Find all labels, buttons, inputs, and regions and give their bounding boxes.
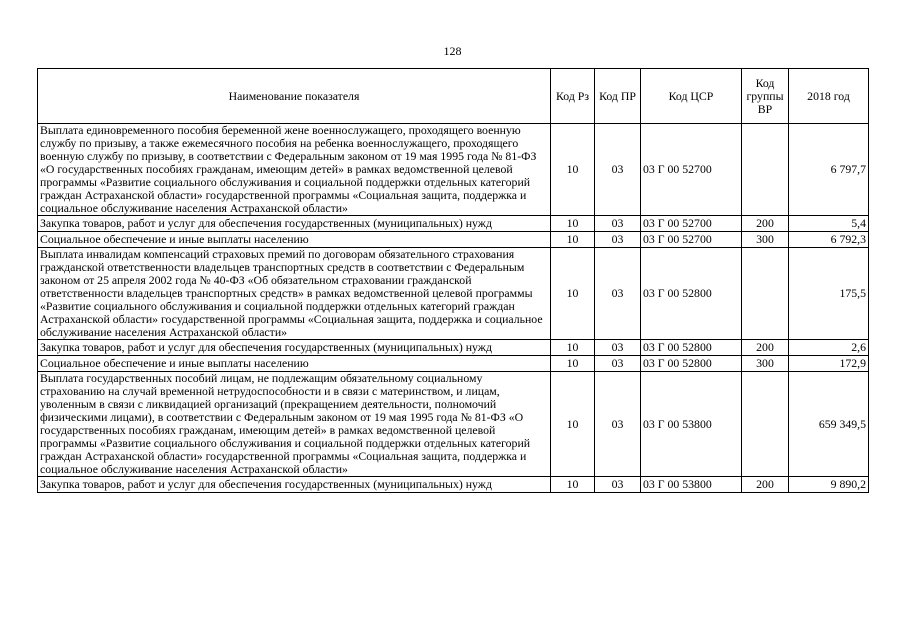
amount-2018: 6 792,3	[789, 232, 869, 248]
code-rz: 10	[551, 216, 595, 232]
header-name: Наименование показателя	[38, 69, 551, 124]
code-rz: 10	[551, 232, 595, 248]
code-rz: 10	[551, 356, 595, 372]
amount-2018: 5,4	[789, 216, 869, 232]
code-rz: 10	[551, 477, 595, 493]
header-row	[38, 69, 869, 124]
page-number: 128	[443, 44, 462, 58]
code-pr: 03	[595, 124, 641, 216]
code-rz: 10	[551, 340, 595, 356]
amount-2018: 2,6	[789, 340, 869, 356]
indicator-name: Социальное обеспечение и иные выплаты населению	[38, 356, 551, 372]
table-row	[38, 340, 869, 356]
code-csr: 03 Г 00 53800	[641, 477, 742, 493]
indicator-name: Выплата инвалидам компенсаций страховых премий по договорам обязательного страхования гражданской ответственности владельцев транспортных средств в соответствии с Федеральным законом от 25 апреля 2002 года № 40-ФЗ «Об обязательном страховании гражданской ответственности владельцев транспортных средств» в рамках ведомственной целевой программы «Развитие социального обслуживания и социальной поддержки отдельных категорий граждан Астраханской области» государственной программы «Социальная защита, поддержка и социальное обслуживание населения Астраханской области»	[38, 248, 551, 340]
code-vr: 200	[742, 216, 789, 232]
table-row	[38, 216, 869, 232]
code-pr: 03	[595, 372, 641, 477]
code-csr: 03 Г 00 53800	[641, 372, 742, 477]
code-csr: 03 Г 00 52700	[641, 232, 742, 248]
header-vr: Код группы ВР	[742, 69, 789, 124]
code-vr: 300	[742, 232, 789, 248]
code-vr: 300	[742, 356, 789, 372]
code-vr	[742, 124, 789, 216]
code-csr: 03 Г 00 52800	[641, 356, 742, 372]
amount-2018: 172,9	[789, 356, 869, 372]
code-vr: 200	[742, 477, 789, 493]
code-rz: 10	[551, 372, 595, 477]
code-vr	[742, 372, 789, 477]
code-pr: 03	[595, 477, 641, 493]
amount-2018: 6 797,7	[789, 124, 869, 216]
amount-2018: 9 890,2	[789, 477, 869, 493]
indicator-name: Закупка товаров, работ и услуг для обеспечения государственных (муниципальных) нужд	[38, 216, 551, 232]
code-csr: 03 Г 00 52700	[641, 216, 742, 232]
code-pr: 03	[595, 216, 641, 232]
header-csr: Код ЦСР	[641, 69, 742, 124]
budget-table	[37, 68, 869, 493]
indicator-name: Социальное обеспечение и иные выплаты населению	[38, 232, 551, 248]
code-csr: 03 Г 00 52800	[641, 340, 742, 356]
indicator-name: Выплата единовременного пособия беременной жене военнослужащего, проходящего военную службу по призыву, а также ежемесячного пособия на ребенка военнослужащего, проходящего военную службу по призыву, в соответствии с Федеральным законом от 19 мая 1995 года № 81-ФЗ «О государственных пособиях гражданам, имеющим детей» в рамках ведомственной целевой программы «Развитие социального обслуживания и социальной поддержки отдельных категорий граждан Астраханской области» государственной программы «Социальная защита, поддержка и социальное обслуживание населения Астраханской области»	[38, 124, 551, 216]
code-vr: 200	[742, 340, 789, 356]
code-pr: 03	[595, 232, 641, 248]
table-row	[38, 248, 869, 340]
code-rz: 10	[551, 124, 595, 216]
code-pr: 03	[595, 340, 641, 356]
code-csr: 03 Г 00 52800	[641, 248, 742, 340]
table-header	[38, 69, 869, 124]
code-rz: 10	[551, 248, 595, 340]
code-csr: 03 Г 00 52700	[641, 124, 742, 216]
header-rz: Код Рз	[551, 69, 595, 124]
table-row	[38, 477, 869, 493]
code-pr: 03	[595, 248, 641, 340]
amount-2018: 175,5	[789, 248, 869, 340]
table-row	[38, 356, 869, 372]
indicator-name: Закупка товаров, работ и услуг для обеспечения государственных (муниципальных) нужд	[38, 340, 551, 356]
table-row	[38, 232, 869, 248]
code-pr: 03	[595, 356, 641, 372]
header-year: 2018 год	[789, 69, 869, 124]
table-row	[38, 124, 869, 216]
amount-2018: 659 349,5	[789, 372, 869, 477]
table-row	[38, 372, 869, 477]
indicator-name: Закупка товаров, работ и услуг для обеспечения государственных (муниципальных) нужд	[38, 477, 551, 493]
indicator-name: Выплата государственных пособий лицам, не подлежащим обязательному социальному страхованию на случай временной нетрудоспособности и в связи с материнством, и лицам, уволенным в связи с ликвидацией организаций (прекращением деятельности, полномочий физическими лицами), в соответствии с Федеральным законом от 19 мая 1995 года № 81-ФЗ «О государственных пособиях гражданам, имеющим детей» в рамках ведомственной целевой программы «Развитие социального обслуживания и социальной поддержки отдельных категорий граждан Астраханской области» государственной программы «Социальная защита, поддержка и социальное обслуживание населения Астраханской области»	[38, 372, 551, 477]
code-vr	[742, 248, 789, 340]
header-pr: Код ПР	[595, 69, 641, 124]
